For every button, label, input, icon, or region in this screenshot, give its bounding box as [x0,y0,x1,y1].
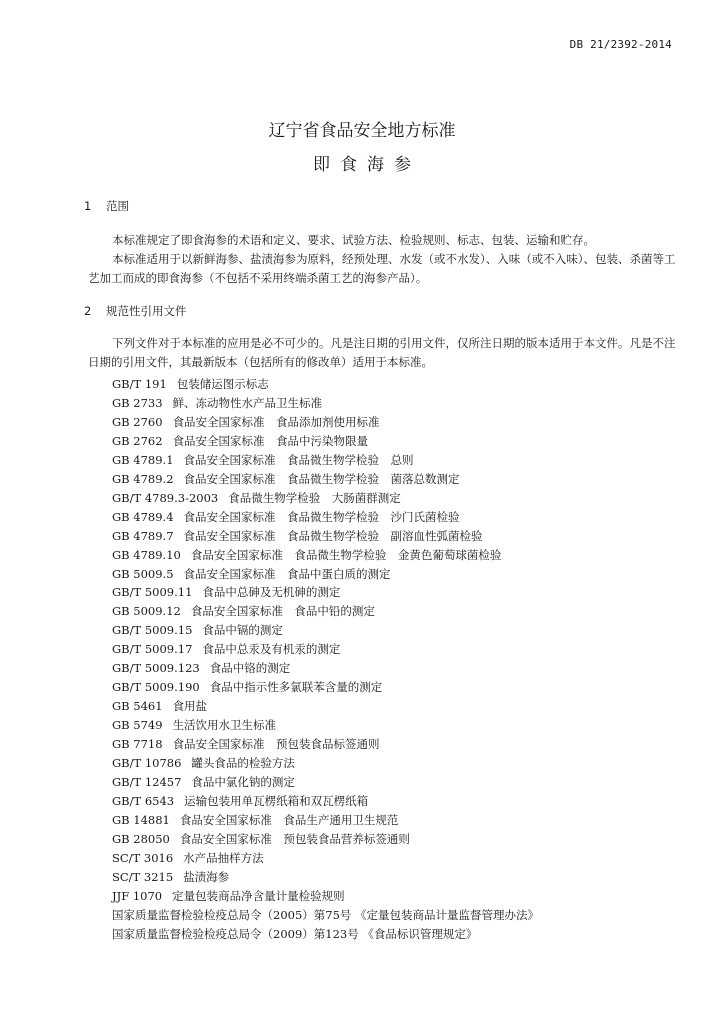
reference-code: GB/T 5009.11 [112,585,193,600]
reference-title: 食品安全国家标准 食品添加剂使用标准 [172,414,380,429]
reference-item [112,849,539,868]
reference-code: JJF 1070 [112,888,163,903]
reference-code: GB/T 5009.123 [112,661,200,676]
reference-code: GB/T 191 [112,377,167,391]
reference-title: 国家质量监督检验检疫总局令（2005）第75号 《定量包装商品计量监督管理办法》 [112,907,540,922]
reference-title: 食品安全国家标准 食品微生物学检验 副溶血性弧菌检验 [183,528,483,543]
reference-item [112,583,539,602]
reference-item [112,925,539,944]
reference-item [112,887,539,906]
reference-code: GB 4789.7 [112,528,174,543]
reference-code: GB 7718 [112,737,163,752]
reference-code: GB 2733 [112,395,163,410]
reference-item [112,697,539,716]
reference-code: GB 4789.10 [112,547,181,562]
reference-title: 生活饮用水卫生标准 [172,718,277,733]
reference-title: 食品安全国家标准 食品中铅的测定 [190,604,375,619]
reference-item [112,413,539,432]
reference-title: 食品安全国家标准 预包装食品营养标签通则 [179,831,410,846]
reference-code: GB 4789.2 [112,471,174,486]
reference-code: GB/T 5009.15 [112,623,193,638]
reference-list [112,375,539,944]
reference-title: 食品安全国家标准 食品微生物学检验 金黄色葡萄球菌检验 [190,547,502,562]
reference-item [112,432,539,451]
reference-item [112,906,539,925]
scope-paragraph: 本标准规定了即食海参的术语和定义、要求、试验方法、检验规则、标志、包装、运输和贮存。 [112,233,595,247]
reference-title: 食品微生物学检验 大肠菌群测定 [228,490,401,505]
reference-title: 水产品抽样方法 [183,850,264,865]
reference-item [112,754,539,773]
references-intro: 下列文件对于本标准的应用是必不可少的。凡是注日期的引用文件，仅所注日期的版本适用于本文件。凡是不注日期的引用文件，其最新版本（包括所有的修改单）适用于本标准。 [88,336,676,369]
reference-item [112,546,539,565]
reference-title: 鲜、冻动物性水产品卫生标准 [172,395,323,410]
reference-item [112,735,539,754]
reference-item [112,811,539,830]
reference-item [112,868,539,887]
reference-item [112,678,539,697]
reference-item [112,640,539,659]
reference-code: SC/T 3215 [112,869,174,884]
reference-code: GB 14881 [112,812,170,827]
reference-code: GB 4789.4 [112,509,174,524]
reference-title: 食品安全国家标准 食品微生物学检验 菌落总数测定 [183,471,460,486]
reference-item [112,451,539,470]
reference-title: 食品中指示性多氯联苯含量的测定 [209,680,383,695]
reference-code: GB 4789.1 [112,452,174,467]
reference-title: 盐渍海参 [183,869,230,884]
reference-title: 运输包装用单瓦楞纸箱和双瓦楞纸箱 [184,793,369,808]
reference-item [112,621,539,640]
reference-item [112,602,539,621]
reference-code: GB 28050 [112,831,170,846]
reference-code: GB 5009.12 [112,604,181,619]
reference-code: GB/T 6543 [112,793,175,808]
reference-item [112,508,539,527]
section-heading-references [84,303,187,319]
section-number: 1 [84,199,92,213]
reference-title: 食品安全国家标准 预包装食品标签通则 [172,737,380,752]
reference-code: GB 5009.5 [112,566,174,581]
reference-title: 食品安全国家标准 食品微生物学检验 总则 [183,452,414,467]
reference-title: 食用盐 [172,699,208,714]
reference-title: 食品中镉的测定 [202,623,283,638]
reference-title: 定量包装商品净含量计量检验规则 [172,888,345,903]
reference-item [112,792,539,811]
reference-title: 食品安全国家标准 食品微生物学检验 沙门氏菌检验 [183,509,460,524]
reference-item [112,773,539,792]
document-title: 辽宁省食品安全地方标准 [268,121,456,141]
reference-item [112,659,539,678]
reference-code: GB/T 12457 [112,775,182,790]
reference-code: GB 5749 [112,718,163,733]
reference-code: GB 2760 [112,414,163,429]
section-number: 2 [84,304,92,318]
section-title: 范围 [106,199,129,213]
reference-title: 食品安全国家标准 食品中蛋白质的测定 [183,566,391,581]
reference-code: GB/T 5009.17 [112,642,193,657]
reference-title: 食品中总汞及有机汞的测定 [202,642,341,657]
reference-code: GB/T 5009.190 [112,680,200,695]
document-subtitle: 即食海参 [313,155,421,175]
section-title: 规范性引用文件 [106,304,187,318]
section-heading-scope [84,198,129,214]
reference-title: 罐头食品的检验方法 [191,756,295,771]
reference-title: 食品安全国家标准 食品生产通用卫生规范 [179,812,399,827]
reference-title: 食品中氯化钠的测定 [191,775,295,790]
reference-item [112,470,539,489]
reference-title: 包装储运图示标志 [176,377,269,391]
document-id: DB 21/2392-2014 [569,38,672,51]
reference-code: GB 5461 [112,699,163,714]
reference-item [112,489,539,508]
reference-item [112,716,539,735]
reference-code: GB/T 10786 [112,756,182,771]
reference-title: 食品安全国家标准 食品中污染物限量 [172,433,369,448]
reference-item [112,375,539,394]
reference-title: 国家质量监督检验检疫总局令（2009）第123号 《食品标识管理规定》 [112,926,478,941]
reference-title: 食品中总砷及无机砷的测定 [202,585,341,600]
scope-paragraph: 本标准适用于以新鲜海参、盐渍海参为原料，经预处理、水发（或不水发）、入味（或不入味）、包装、杀菌等工艺加工而成的即食海参（不包括不采用终端杀菌工艺的海参产品）。 [88,252,676,285]
reference-item [112,394,539,413]
reference-code: GB 2762 [112,433,163,448]
reference-code: SC/T 3016 [112,850,174,865]
reference-item [112,830,539,849]
reference-item [112,527,539,546]
reference-title: 食品中铬的测定 [209,661,291,676]
reference-item [112,565,539,584]
reference-code: GB/T 4789.3-2003 [112,490,219,505]
